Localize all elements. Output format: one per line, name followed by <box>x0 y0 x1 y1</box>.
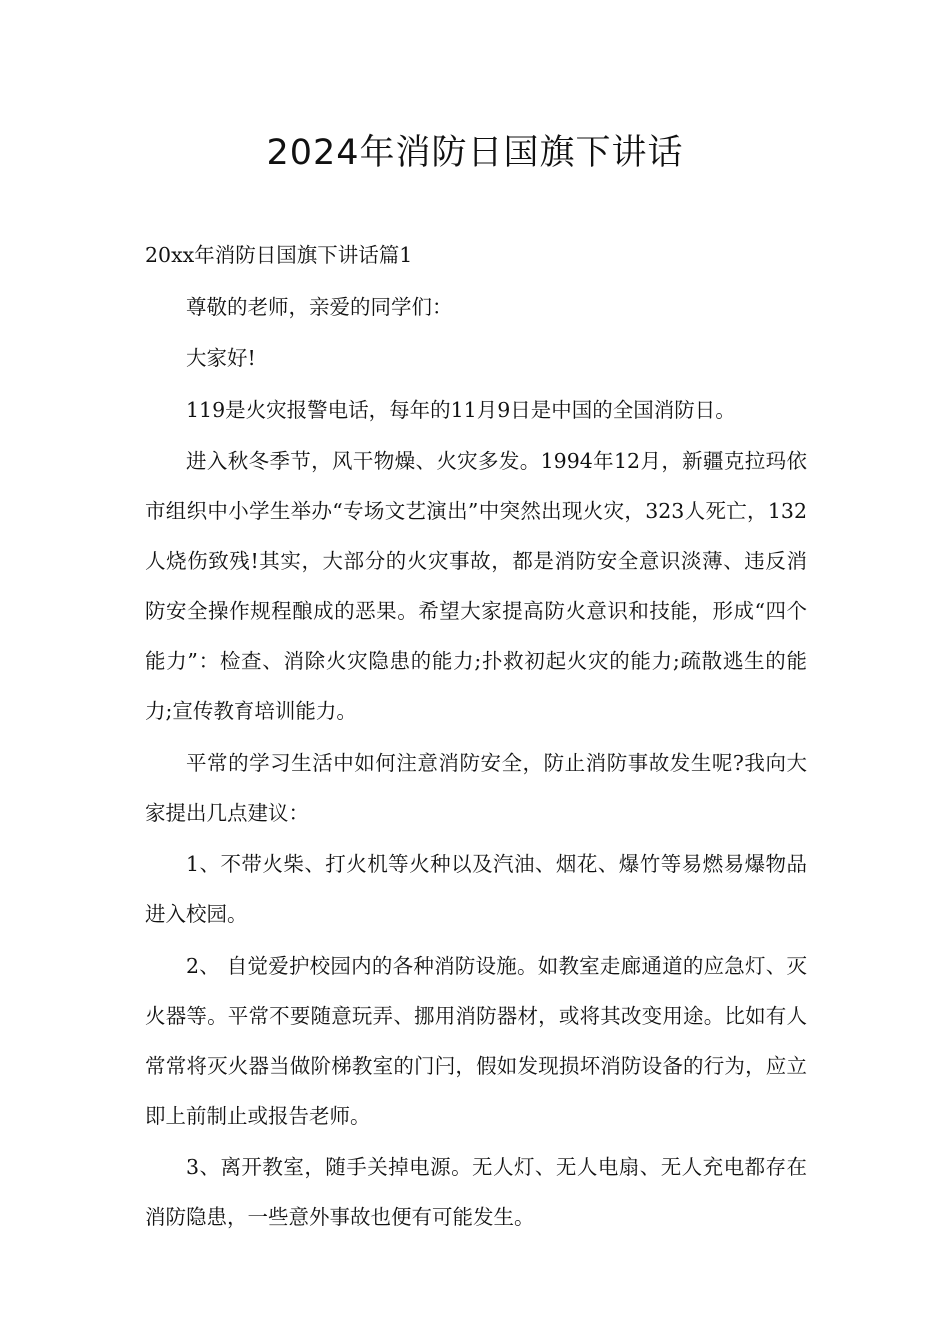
suggestion-3-paragraph: 3、离开教室，随手关掉电源。无人灯、无人电扇、无人充电都存在消防隐患，一些意外事故也便有可能发生。 <box>145 1155 807 1229</box>
document-body <box>145 230 807 1244</box>
season-warning-paragraph: 进入秋冬季节，风干物燥、火灾多发。1994年12月，新疆克拉玛依市组织中小学生举办“专场文艺演出”中突然出现火灾，323人死亡，132人烧伤致残!其实，大部分的火灾事故，都是消防安全意识淡薄、违反消防安全操作规程酿成的恶果。希望大家提高防火意识和技能，形成“四个能力”：检查、消除火灾隐患的能力;扑救初起火灾的能力;疏散逃生的能力;宣传教育培训能力。 <box>145 449 807 723</box>
hello-paragraph: 大家好! <box>186 346 256 370</box>
section-heading: 20xx年消防日国旗下讲话篇1 <box>145 243 413 267</box>
document-title: 2024年消防日国旗下讲话 <box>266 133 684 173</box>
suggestion-2-paragraph: 2、 自觉爱护校园内的各种消防设施。如教室走廊通道的应急灯、灭火器等。平常不要随意玩弄、挪用消防器材，或将其改变用途。比如有人常常将灭火器当做阶梯教室的门闩，假如发现损坏消防设备的行为，应立即上前制止或报告老师。 <box>145 953 807 1128</box>
greeting-paragraph: 尊敬的老师，亲爱的同学们： <box>186 294 453 319</box>
suggestion-1-paragraph: 1、不带火柴、打火机等火种以及汽油、烟花、爆竹等易燃易爆物品进入校园。 <box>145 852 807 926</box>
suggestions-intro-paragraph: 平常的学习生活中如何注意消防安全，防止消防事故发生呢?我向大家提出几点建议： <box>145 750 807 825</box>
fire-alarm-paragraph: 119是火灾报警电话，每年的11月9日是中国的全国消防日。 <box>186 397 736 422</box>
